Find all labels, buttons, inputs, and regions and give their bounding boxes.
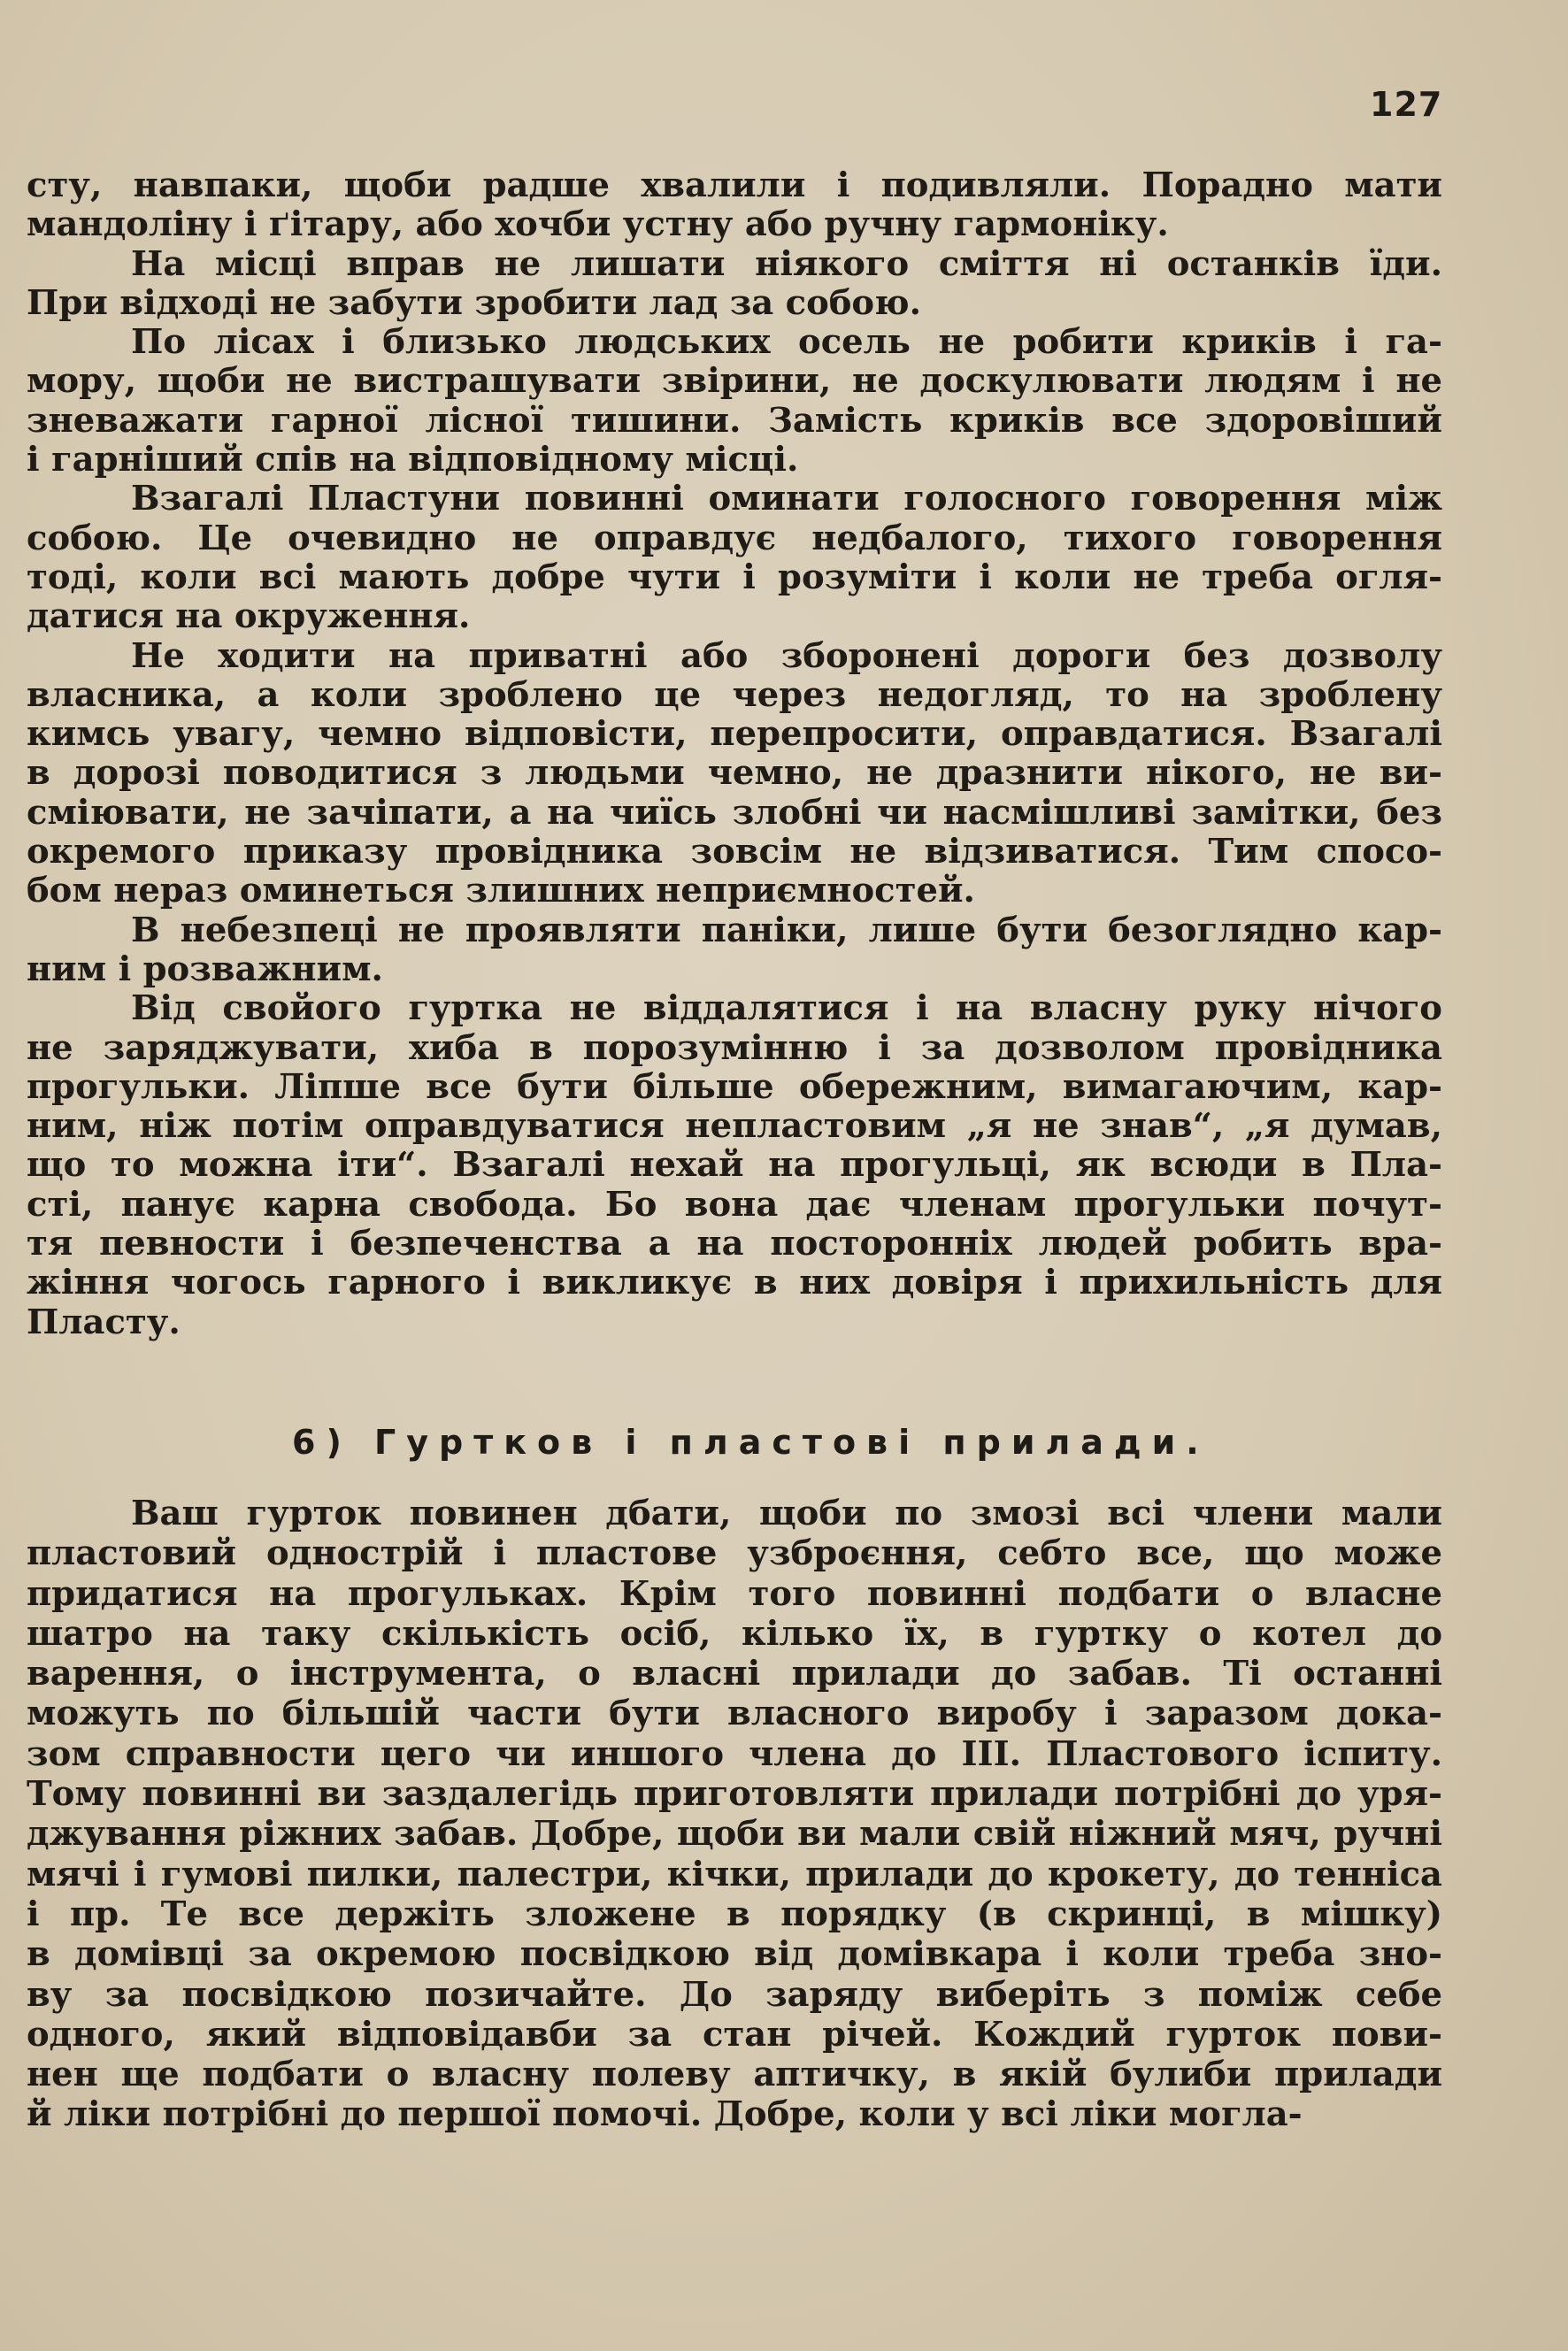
text-line: не заряджувати, хиба в порозумінню і за дозволом провідника	[27, 1028, 1442, 1068]
paragraph	[27, 480, 1442, 636]
text-line: тя певности і безпеченства а на посторонніх людей робить вра-	[27, 1225, 1442, 1264]
text-line: По лісах і близько людських осель не робити криків і га-	[131, 323, 1442, 363]
text-line: джування ріжних забав. Добре, щоби ви мали свій ніжний мяч, ручні	[27, 1814, 1442, 1855]
text-line: сміювати, не зачіпати, а на чиїсь злобні чи насмішливі замітки, без	[27, 793, 1442, 833]
text-line: і пр. Те все держіть зложене в порядку (в скринці, в мішку)	[27, 1894, 1442, 1934]
paragraph	[27, 166, 1442, 245]
text-line: зом справности цего чи иншого члена до III. Пластового іспиту.	[27, 1733, 1442, 1774]
text-line: власника, а коли зроблено це через недогляд, то на зроблену	[27, 675, 1442, 715]
text-line: одного, який відповідавби за стан річей. Кождий гурток пови-	[27, 2014, 1442, 2055]
text-line: шатро на таку скількість осіб, кілько їх, в гуртку о котел до	[27, 1613, 1442, 1654]
text-line: і гарніший спів на відповідному місці.	[27, 441, 799, 480]
page-number: 127	[1370, 85, 1443, 124]
paragraph	[27, 911, 1442, 990]
text-line: прогульки. Ліпше все бути більше обережним, вимагаючим, кар-	[27, 1067, 1442, 1107]
text-line: що то можна іти“. Взагалі нехай на прогульці, як всюди в Пла-	[27, 1146, 1442, 1186]
text-line: в дорозі поводитися з людьми чемно, не дразнити нікого, не ви-	[27, 754, 1442, 794]
text-line: придатися на прогульках. Крім того повинні подбати о власне	[27, 1573, 1442, 1614]
text-line: окремого приказу провідника зовсім не відзиватися. Тим спосо-	[27, 833, 1442, 872]
text-line: ним і розважним.	[27, 949, 383, 989]
section-heading: 6) Гуртков і пластові прилади.	[292, 1423, 1210, 1462]
text-line: пластовий однострій і пластове узброєння, себто все, що може	[27, 1533, 1442, 1574]
text-line: Від свойого гуртка не віддалятися і на власну руку нічого	[131, 989, 1442, 1029]
text-line: При відході не забути зробити лад за собою.	[27, 283, 921, 323]
text-line: бом нераз оминеться злишних неприємностей.	[27, 872, 975, 911]
paragraph	[27, 637, 1442, 911]
text-line: Взагалі Пластуни повинні оминати голосного говорення між	[131, 480, 1442, 519]
text-line: жіння чогось гарного і викликує в них довіря і прихильність для	[27, 1264, 1442, 1303]
text-line: Ваш гурток повинен дбати, щоби по змозі всі члени мали	[131, 1494, 1442, 1533]
text-line: Пласту.	[27, 1302, 181, 1342]
text-line: й ліки потрібні до першої помочі. Добре, коли у всі ліки могла-	[27, 2094, 1303, 2135]
text-line: сті, панує карна свобода. Бо вона дає членам прогульки почут-	[27, 1185, 1442, 1225]
text-block-upper	[27, 166, 1442, 1342]
paragraph	[27, 245, 1442, 324]
text-line: ним, ніж потім оправдуватися непластовим „я не знав“, „я думав,	[27, 1107, 1442, 1147]
text-line: в домівці за окремою посвідкою від домівкара і коли треба зно-	[27, 1934, 1442, 1975]
paragraph	[27, 323, 1442, 480]
paragraph	[27, 989, 1442, 1342]
text-line: В небезпеці не проявляти паніки, лише бути безоглядно кар-	[131, 910, 1442, 950]
text-line: тоді, коли всі мають добре чути і розуміти і коли не треба огля-	[27, 557, 1442, 597]
paragraph	[27, 1494, 1442, 2135]
text-line: ву за посвідкою позичайте. До заряду виберіть з поміж себе	[27, 1974, 1442, 2015]
text-line: мячі і гумові пилки, палестри, кічки, прилади до крокету, до тенніса	[27, 1854, 1442, 1894]
text-line: мандоліну і ґітару, або хочби устну або ручну гармоніку.	[27, 205, 1169, 245]
text-line: сту, навпаки, щоби радше хвалили і подивляли. Порадно мати	[27, 166, 1442, 205]
text-line: варення, о інструмента, о власні прилади до забав. Ті останні	[27, 1654, 1442, 1694]
text-line: мору, щоби не вистрашувати звірини, не доскулювати людям і не	[27, 362, 1442, 402]
text-block-lower	[27, 1494, 1442, 2135]
text-line: можуть по більшій части бути власного виробу і заразом дока-	[27, 1694, 1442, 1734]
text-line: собою. Це очевидно не оправдує недбалого, тихого говорення	[27, 519, 1442, 558]
text-line: датися на окруження.	[27, 597, 471, 637]
text-line: кимсь увагу, чемно відповісти, перепросити, оправдатися. Взагалі	[27, 715, 1442, 755]
text-line: Не ходити на приватні або зборонені дороги без дозволу	[131, 636, 1442, 676]
text-line: зневажати гарної лісної тишини. Замість криків все здоровіший	[27, 401, 1442, 441]
text-line: На місці вправ не лишати ніякого сміття ні останків їди.	[131, 244, 1442, 284]
text-line: Тому повинні ви заздалегідь приготовляти прилади потрібні до уря-	[27, 1774, 1442, 1815]
text-line: нен ще подбати о власну полеву аптичку, в якій булиби прилади	[27, 2055, 1442, 2095]
